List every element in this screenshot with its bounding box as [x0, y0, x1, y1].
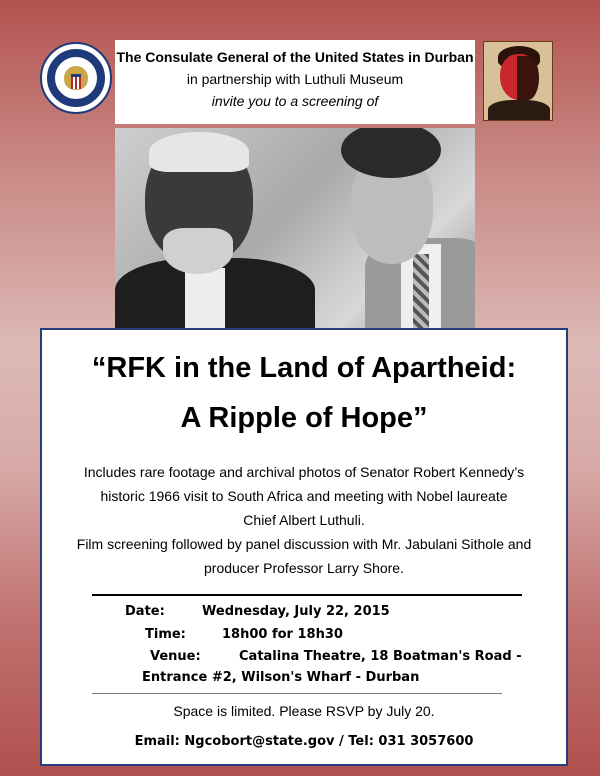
archival-photo [115, 128, 475, 328]
time-value: 18h00 for 18h30 [222, 627, 343, 642]
description-line: historic 1966 visit to South Africa and meeting with Nobel laureate [100, 488, 508, 504]
date-label: Date: [125, 604, 165, 619]
header-host-line: The Consulate General of the United States in Durban [116, 49, 474, 65]
photo-rfk-tie [413, 254, 429, 328]
header-partner-line: in partnership with Luthuli Museum [186, 71, 404, 87]
section-divider-thin [92, 693, 502, 694]
description-line: Chief Albert Luthuli. [243, 512, 365, 528]
portrait-coat [488, 100, 550, 121]
portrait-shadow [517, 56, 539, 100]
film-title-line2: A Ripple of Hope” [180, 402, 428, 434]
rsvp-note: Space is limited. Please RSVP by July 20. [173, 703, 435, 719]
description-line: producer Professor Larry Shore. [204, 560, 404, 576]
date-value: Wednesday, July 22, 2015 [202, 604, 390, 619]
photo-rfk-hair [341, 128, 441, 178]
header-invite-line: invite you to a screening of [211, 93, 379, 109]
description-line: Includes rare footage and archival photos of Senator Robert Kennedy’s [83, 464, 525, 480]
section-divider [92, 594, 522, 596]
description-line: Film screening followed by panel discussion with Mr. Jabulani Sithole and [76, 536, 532, 552]
venue-value-line2: Entrance #2, Wilson's Wharf - Durban [142, 670, 420, 685]
film-title-line1: “RFK in the Land of Apartheid: [91, 352, 517, 384]
luthuli-museum-logo [483, 41, 553, 121]
time-label: Time: [145, 627, 186, 642]
photo-luthuli-collar [185, 268, 225, 328]
venue-value-line1: Catalina Theatre, 18 Boatman's Road - [239, 649, 522, 664]
photo-luthuli-beard [163, 228, 233, 274]
photo-luthuli-hair [149, 132, 249, 172]
shield-icon [71, 74, 81, 89]
contact-info: Email: Ngcobort@state.gov / Tel: 031 3057600 [134, 734, 474, 749]
event-details-box [40, 328, 568, 766]
department-of-state-seal [40, 42, 112, 114]
venue-label: Venue: [150, 649, 201, 664]
invitation-header [115, 40, 475, 124]
